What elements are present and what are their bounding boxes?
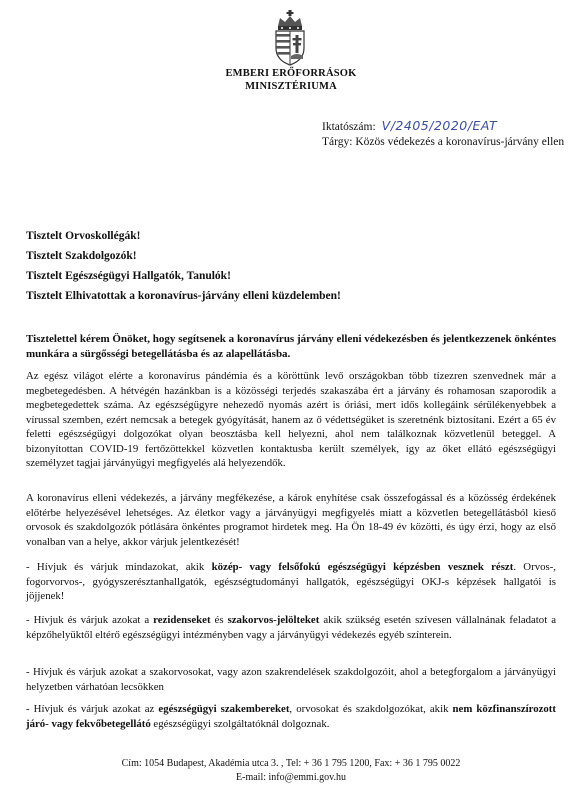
ministry-name-line2: MINISZTÉRIUMA — [245, 81, 337, 92]
subject-text: Közös védekezés a koronavírus-járvány ellen — [355, 136, 565, 148]
subject-line — [322, 135, 572, 150]
greeting-2: Tisztelt Szakdolgozók! — [26, 250, 137, 262]
footer-address: Cím: 1054 Budapest, Akadémia utca 3. , Tel: + 36 1 795 1200, Fax: + 36 1 795 0022 — [121, 758, 461, 769]
greeting-1: Tisztelt Orvoskollégák! — [26, 230, 141, 242]
greeting-3: Tisztelt Egészségügyi Hallgatók, Tanulók! — [26, 270, 231, 282]
bullet-private-providers: - Hívjuk és várjuk azokat az egészségügyi szakembereket, orvosokat és szakdolgozókat, akik nem közfinanszírozott járó- vagy fekvőbetegellátó egészségügyi szolgáltatóknál dolgoznak. — [26, 703, 556, 730]
ministry-name-line1: EMBERI ERŐFORRÁSOK — [225, 68, 357, 79]
bullet-residents: - Hívjuk és várjuk azokat a rezidenseket és szakorvos-jelölteket akik szükség esetén szívesen vállalnának feladatot a képzőhelyüktől eltérő egészségügyi intézményben vagy a járványügyi védekezés egyéb színterein. — [26, 614, 556, 641]
reference-handwritten-number: V/2405/2020/EAT — [381, 118, 498, 133]
subject-label: Tárgy: — [322, 136, 353, 148]
reference-number — [322, 118, 497, 133]
bullet-students: - Hívjuk és várjuk mindazokat, akik közép- vagy felsőfokú egészségügyi képzésben vesznek részt. Orvos-, fogorvorvos-, gyógyszerésztanhallgatók, egészségtudományi hallgatók, egészségügyi OKJ-s képzések hallgatói is jöjjenek! — [26, 561, 556, 602]
footer-email: E-mail: info@emmi.gov.hu — [236, 772, 346, 783]
bullet-specialists: - Hívjuk és várjuk azokat a szakorvosokat, vagy azon szakrendelések szakdolgozóit, ahol a betegforgalom a járványügyi helyzetben várhatóan lecsökken — [26, 666, 556, 693]
body-paragraph-1: Az egész világot elérte a koronavírus pándémia és a köröttünk levő országokban több tízezren szenvednek már a megbetegedésben. A hétvégén hazánkban is a közösségi terjedés szakaszába ért a járvány és rohamosan szaporodik a megbetegedettek száma. Az egészségügyre nehezedő nyomás azért is óriási, mert idős kollegáink sérülékenyebbek a vírussal szemben, ezért nemcsak a betegek gyógyítását, hanem az ő védettségüket is szeretnénk biztosítani. Ezért a 65 év feletti egészségügyi dolgozókat olyan beosztásba kell helyezni, ahol nem találkoznak közvetlenül beteggel. A bizonyítottan COVID-19 fertőzöttekkel közvetlen kontaktusba került személyek, így az őket ellátó egészségügyi személyzet tagjai járványügyi megfigyelés alá helyezendők. — [26, 370, 556, 469]
greeting-4: Tisztelt Elhivatottak a koronavírus-járvány elleni küzdelemben! — [26, 290, 341, 302]
body-paragraph-2: A koronavírus elleni védekezés, a járvány megfékezése, a károk enyhítése csak összefogással és a közösség érdekének előtérbe helyezésével lehetséges. Az életkor vagy a járványügyi megfigyelés miatt a közvetlen betegellátásból kieső orvosok és szakdolgozók pótlására önkéntes programot hirdetek meg. Ha Ön 18-49 év közötti, és úgy érzi, hogy az első vonalban van a helye, akkor várjuk jelentkezését! — [26, 492, 556, 548]
intro-paragraph: Tisztelettel kérem Önöket, hogy segítsenek a koronavírus járvány elleni védekezésben és jelentkezzenek önkéntes munkára a sürgősségi betegellátásba és az alapellátásba. — [26, 333, 556, 360]
hungarian-coat-of-arms-icon — [268, 10, 312, 66]
reference-label: Iktatószám: — [322, 121, 376, 133]
